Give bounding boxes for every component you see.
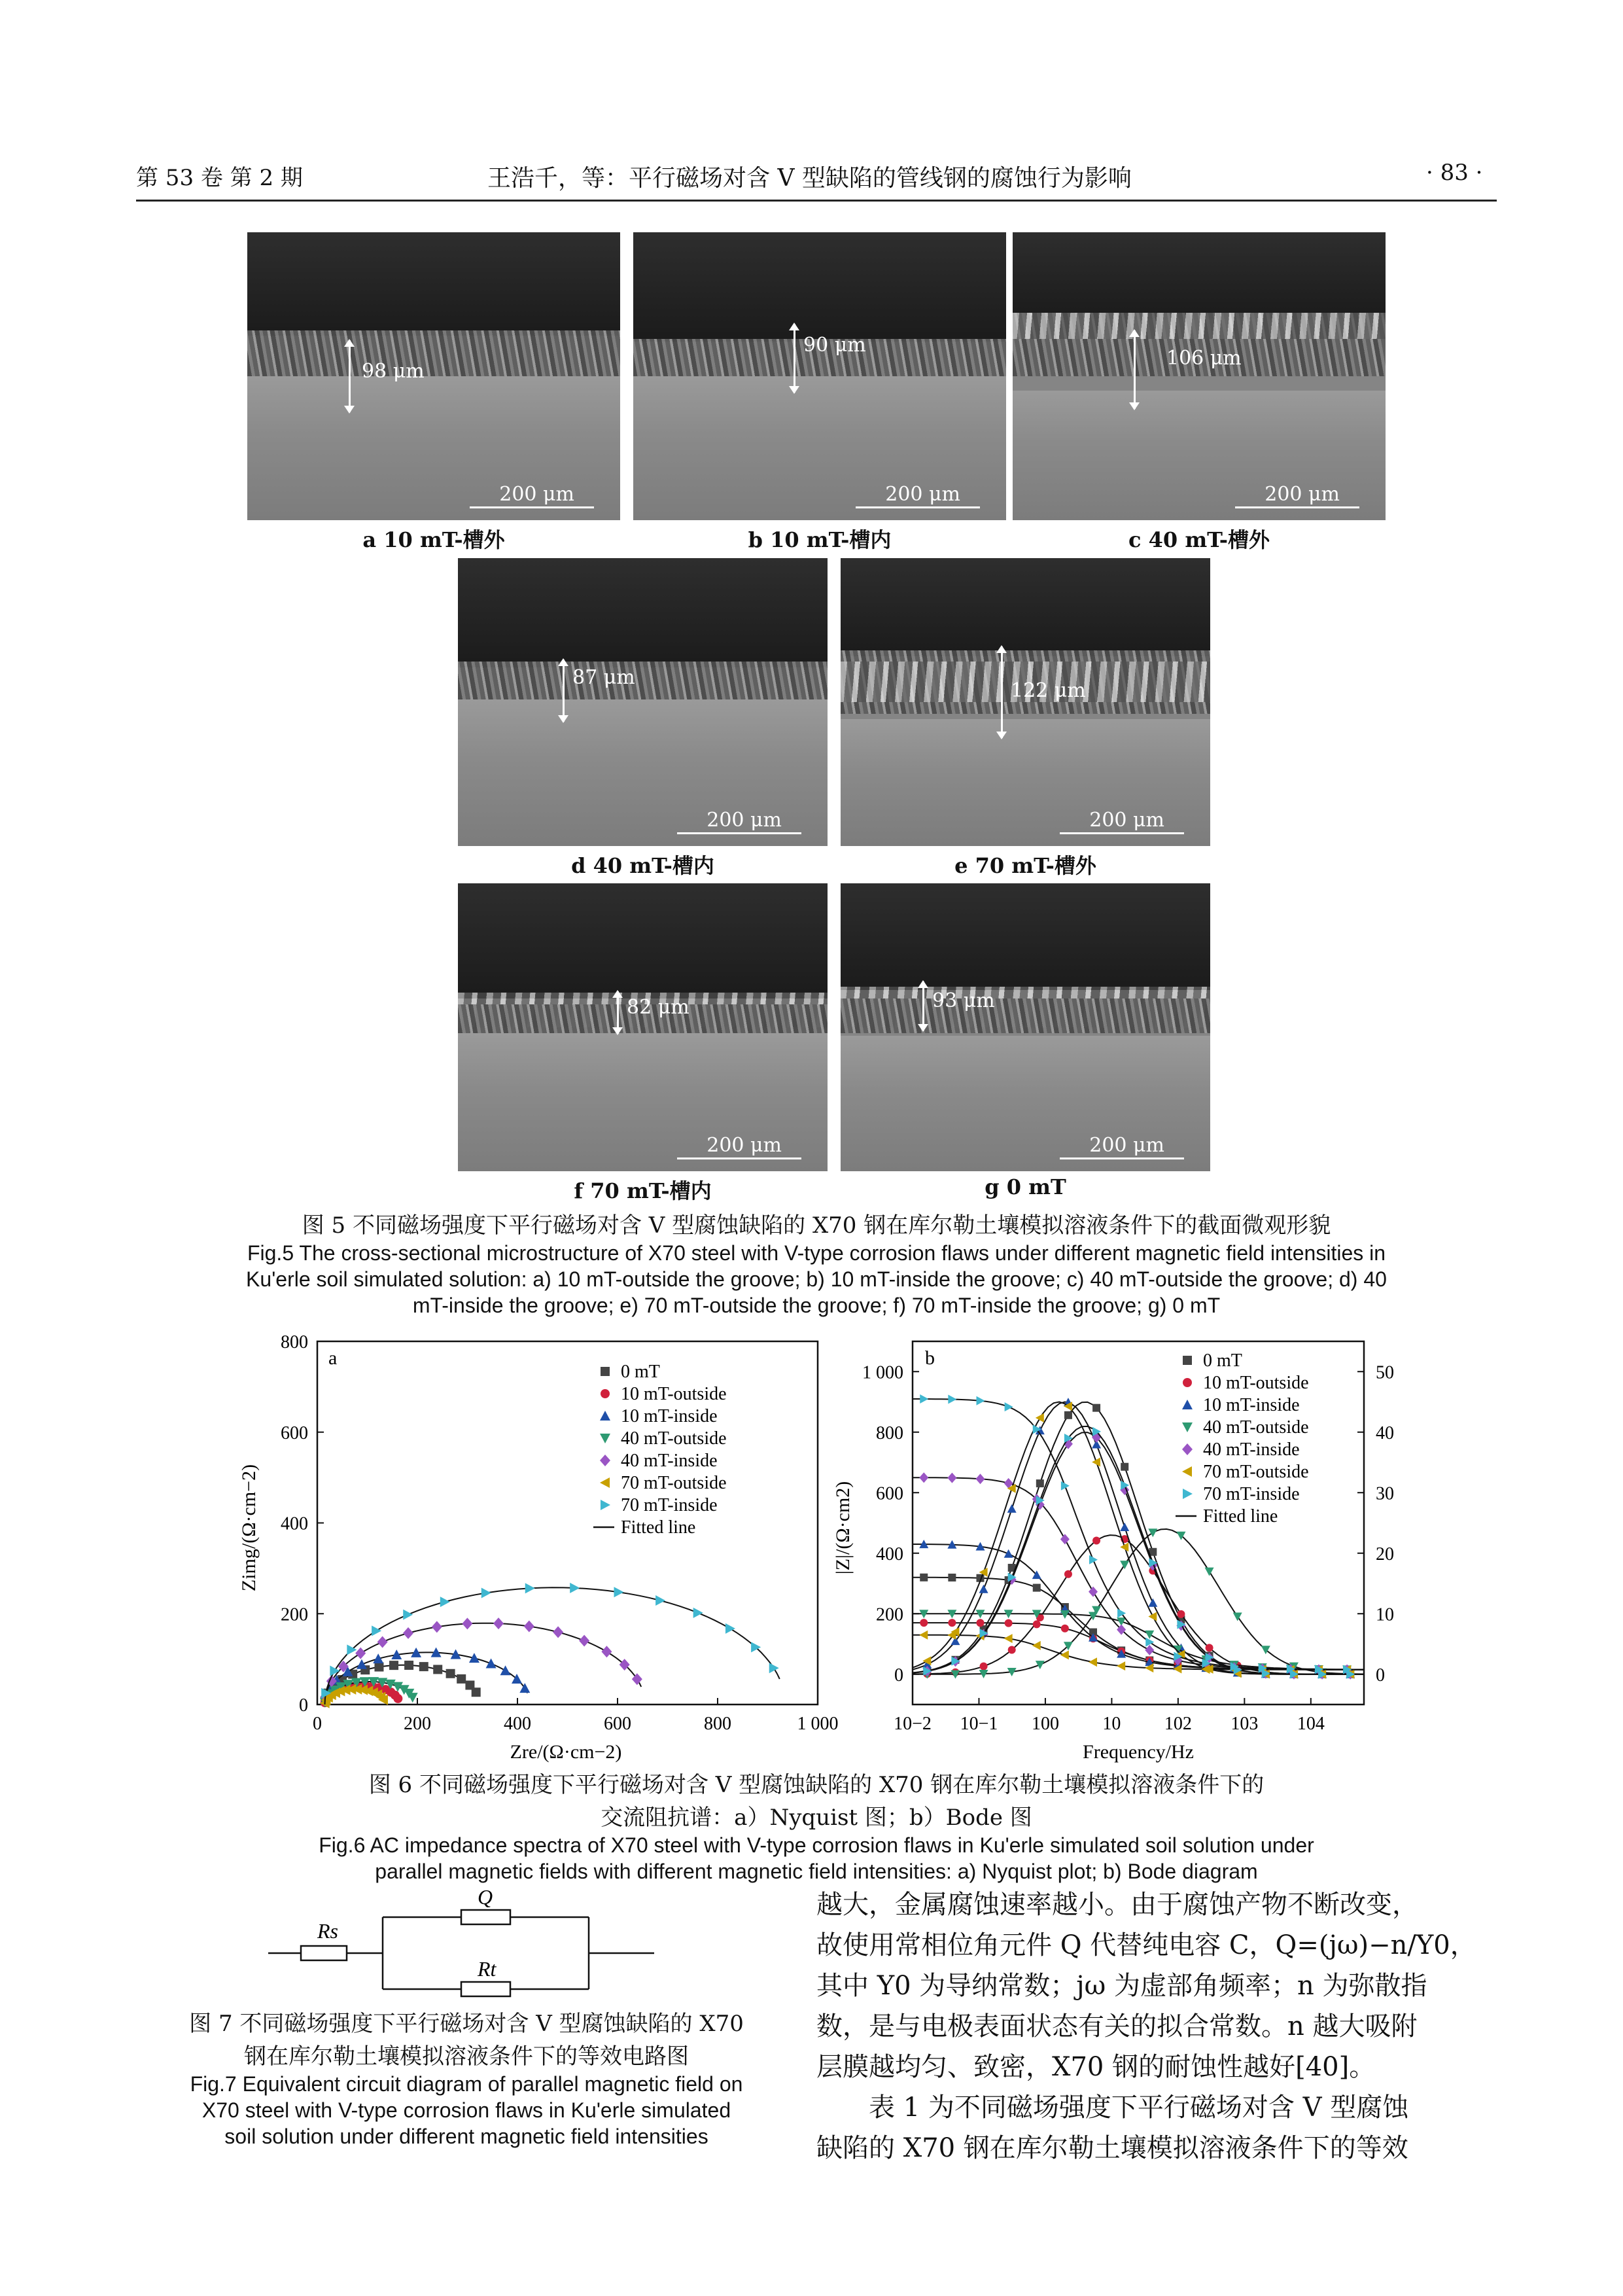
- panel-label-e: e 70 mT-槽外: [954, 853, 1096, 878]
- data-point: [372, 1625, 381, 1636]
- data-point: [1145, 1631, 1154, 1639]
- data-point: [377, 1636, 388, 1648]
- data-point: [472, 1687, 481, 1697]
- data-point: [1182, 1400, 1193, 1409]
- data-point: [600, 1455, 610, 1466]
- data-point: [1233, 1612, 1242, 1621]
- fig5-caption-zh: 图 5 不同磁场强度下平行磁场对含 V 型腐蚀缺陷的 X70 钢在库尔勒土壤模拟溶液条件下的截面微观形貌: [302, 1212, 1331, 1239]
- x-tick-label: 0: [313, 1714, 322, 1734]
- data-point: [1120, 1523, 1129, 1531]
- data-point: [1004, 1634, 1013, 1643]
- data-point: [600, 1477, 610, 1488]
- scale-bar: [677, 832, 801, 834]
- x-tick-label: 200: [404, 1714, 431, 1734]
- micrograph-b: [633, 232, 1006, 520]
- data-point: [1092, 1458, 1100, 1467]
- thickness-label: 90 μm: [803, 334, 866, 357]
- data-point: [579, 1634, 589, 1646]
- data-point: [1121, 1463, 1128, 1471]
- x-tick-label: 400: [504, 1714, 531, 1734]
- micrograph-c: [1013, 232, 1386, 520]
- legend-entry: 40 mT-inside: [621, 1451, 718, 1471]
- data-point: [1033, 1584, 1041, 1592]
- panel-label-a: a: [328, 1347, 338, 1369]
- body-paragraph: [816, 1884, 1497, 2168]
- legend-entry: 40 mT-outside: [621, 1428, 727, 1449]
- data-point: [1092, 1404, 1100, 1412]
- y-tick-label: 0: [894, 1665, 903, 1686]
- fig7-caption-zh-1: 图 7 不同磁场强度下平行磁场对含 V 型腐蚀缺陷的 X70: [189, 2011, 744, 2037]
- y-tick-label: 200: [876, 1604, 903, 1625]
- data-point: [1183, 1356, 1192, 1365]
- data-point: [403, 1610, 413, 1620]
- y-tick-label: 400: [876, 1544, 903, 1564]
- body-line: 数，是与电极表面状态有关的拟合常数。n 越大吸附: [816, 2011, 1418, 2041]
- data-point: [693, 1608, 703, 1618]
- y2-tick-label: 50: [1376, 1362, 1394, 1383]
- legend-entry: 70 mT-outside: [621, 1473, 727, 1493]
- data-point: [614, 1587, 623, 1597]
- y-tick-label: 600: [281, 1422, 308, 1443]
- data-point: [432, 1621, 442, 1633]
- data-point: [601, 1389, 610, 1398]
- micrograph-e: [841, 558, 1210, 846]
- data-point: [601, 1367, 610, 1376]
- data-point: [948, 1395, 956, 1404]
- data-point: [433, 1665, 442, 1674]
- data-point: [457, 1674, 466, 1684]
- panel-label-d: d 40 mT-槽内: [571, 853, 714, 878]
- data-point: [1064, 1570, 1072, 1578]
- x-tick-label: 1 000: [797, 1714, 839, 1734]
- resistor-rs: [301, 1946, 347, 1960]
- resistor-rt: [461, 1982, 510, 1996]
- micrograph-g: [841, 883, 1210, 1171]
- thickness-label: 122 μm: [1011, 679, 1086, 702]
- data-point: [1032, 1641, 1041, 1650]
- panel-label-b: b: [925, 1347, 935, 1369]
- body-line: 其中 Y0 为导纳常数；jω 为虚部角频率；n 为弥散指: [816, 1971, 1427, 2001]
- cpe-q: [461, 1910, 510, 1924]
- scale-bar: [470, 506, 594, 508]
- body-line: 缺陷的 X70 钢在库尔勒土壤模拟溶液条件下的等效: [816, 2133, 1408, 2163]
- scale-bar: [856, 506, 980, 508]
- data-point: [1061, 1625, 1069, 1633]
- data-point: [976, 1474, 985, 1484]
- data-point: [355, 1648, 366, 1659]
- y-tick-label: 0: [299, 1695, 308, 1716]
- data-point: [948, 1574, 956, 1581]
- data-point: [979, 1585, 988, 1593]
- x-tick-label: 102: [1164, 1714, 1192, 1734]
- data-point: [725, 1623, 735, 1634]
- y2-tick-label: 0: [1376, 1665, 1385, 1686]
- scale-bar-label: 200 μm: [1089, 1134, 1164, 1157]
- data-point: [977, 1396, 985, 1405]
- legend-entry: 70 mT-outside: [1203, 1462, 1309, 1482]
- header-rule: [136, 200, 1497, 202]
- data-point: [525, 1583, 535, 1593]
- rs-label: Rs: [317, 1919, 338, 1943]
- data-point: [374, 1663, 383, 1672]
- data-point: [1148, 1612, 1157, 1621]
- x-tick-label: 10: [1102, 1714, 1121, 1734]
- micrograph-a: [247, 232, 620, 520]
- scale-bar-label: 200 μm: [885, 483, 960, 506]
- fig6-caption-zh-2: 交流阻抗谱：a）Nyquist 图；b）Bode 图: [601, 1805, 1032, 1831]
- data-point: [519, 1683, 530, 1693]
- y-tick-label: 600: [876, 1483, 903, 1504]
- legend-entry: 40 mT-inside: [1203, 1439, 1300, 1460]
- legend-entry: 10 mT-inside: [621, 1406, 718, 1426]
- data-point: [600, 1411, 610, 1421]
- scale-bar-label: 200 μm: [1265, 483, 1340, 506]
- fig6-caption-zh-1: 图 6 不同磁场强度下平行磁场对含 V 型腐蚀缺陷的 X70 钢在库尔勒土壤模拟溶液条件下的: [368, 1772, 1265, 1798]
- fitted-line: [325, 1587, 780, 1704]
- series-10-mT-outside: [913, 1535, 1364, 1678]
- scale-bar: [1235, 506, 1359, 508]
- data-point: [500, 1665, 511, 1675]
- panel-label-f: f 70 mT-槽内: [574, 1178, 712, 1203]
- legend-entry: 70 mT-inside: [1203, 1484, 1300, 1504]
- x-tick-label: 103: [1230, 1714, 1259, 1734]
- data-point: [919, 1631, 928, 1640]
- data-point: [919, 1472, 928, 1483]
- x-axis-label: Frequency/Hz: [1083, 1741, 1194, 1763]
- fig6-caption-en-2: parallel magnetic fields with different magnetic field intensities: a) Nyquist plot; b) Bode diagram: [375, 1860, 1258, 1883]
- data-point: [947, 1473, 956, 1483]
- page-number: · 83 ·: [1426, 160, 1483, 186]
- data-point: [920, 1394, 928, 1404]
- data-point: [1089, 1555, 1098, 1564]
- data-point: [1036, 1479, 1044, 1487]
- data-point: [570, 1583, 580, 1593]
- thickness-label: 98 μm: [362, 360, 425, 383]
- scale-bar: [1060, 1157, 1184, 1159]
- data-point: [977, 1619, 985, 1627]
- y-tick-label: 200: [281, 1604, 308, 1625]
- legend-entry: 0 mT: [621, 1362, 660, 1382]
- panel-label-b: b 10 mT-槽内: [748, 527, 892, 552]
- data-point: [1145, 1645, 1154, 1655]
- data-point: [601, 1646, 612, 1657]
- legend-entry: Fitted line: [621, 1517, 696, 1538]
- scale-bar-label: 200 μm: [499, 483, 574, 506]
- thickness-label: 82 μm: [627, 996, 689, 1019]
- body-line: 越大，金属腐蚀速率越小。由于腐蚀产物不断改变，: [816, 1890, 1418, 1920]
- panel-label-g: g 0 mT: [985, 1174, 1066, 1199]
- data-point: [1206, 1644, 1213, 1651]
- data-point: [1036, 1413, 1044, 1422]
- legend-entry: 0 mT: [1203, 1351, 1242, 1371]
- data-point: [1060, 1534, 1070, 1544]
- data-point: [1092, 1536, 1100, 1544]
- data-point: [1036, 1661, 1045, 1669]
- y-tick-label: 1 000: [862, 1362, 903, 1383]
- x-tick-label: 100: [1031, 1714, 1059, 1734]
- x-tick-label: 104: [1297, 1714, 1325, 1734]
- fig5-caption-en-2: Ku'erle soil simulated solution: a) 10 mT-outside the groove; b) 10 mT-inside the groove; c) 40 mT-outside the groove; d) 40: [246, 1267, 1387, 1291]
- data-point: [1033, 1620, 1041, 1628]
- data-point: [1005, 1402, 1013, 1411]
- y2-tick-label: 40: [1376, 1422, 1394, 1443]
- data-point: [393, 1694, 402, 1703]
- micrograph-f: [458, 883, 828, 1171]
- data-point: [1148, 1598, 1157, 1607]
- data-point: [1120, 1561, 1129, 1569]
- data-point: [655, 1595, 665, 1606]
- scale-bar: [1060, 832, 1184, 834]
- x-tick-label: 10−2: [894, 1714, 932, 1734]
- bode-chart: [831, 1332, 1459, 1763]
- x-tick-label: 10−1: [960, 1714, 998, 1734]
- data-point: [486, 1659, 497, 1669]
- fig5-caption-en-1: Fig.5 The cross-sectional microstructure of X70 steel with V-type corrosion flaws under different magnetic field intensities in: [247, 1241, 1386, 1265]
- data-point: [1117, 1661, 1125, 1670]
- x-tick-label: 800: [704, 1714, 731, 1734]
- data-point: [948, 1619, 956, 1627]
- fig5-caption-en-3: mT-inside the groove; e) 70 mT-outside the groove; f) 70 mT-inside the groove; g) 0 mT: [412, 1294, 1221, 1317]
- rt-label: Rt: [478, 1957, 497, 1981]
- volume-issue: 第 53 卷 第 2 期: [136, 165, 303, 191]
- data-point: [1004, 1549, 1013, 1558]
- thickness-label: 93 μm: [932, 989, 995, 1012]
- data-point: [769, 1663, 779, 1673]
- data-point: [462, 1617, 472, 1629]
- y-tick-label: 400: [281, 1513, 308, 1534]
- data-point: [440, 1597, 450, 1607]
- plot-frame: [317, 1341, 818, 1704]
- data-point: [1089, 1587, 1098, 1597]
- equivalent-circuit: [262, 1885, 667, 1996]
- data-point: [1183, 1489, 1193, 1499]
- fitted-line-phase: [913, 1535, 1364, 1674]
- fig7-caption-zh-2: 钢在库尔勒土壤模拟溶液条件下的等效电路图: [244, 2043, 689, 2070]
- data-point: [920, 1619, 928, 1627]
- data-point: [1008, 1646, 1016, 1653]
- scale-bar: [677, 1157, 801, 1159]
- data-point: [1177, 1610, 1185, 1618]
- data-point: [446, 1669, 455, 1678]
- y2-tick-label: 30: [1376, 1483, 1394, 1504]
- data-point: [1148, 1528, 1157, 1537]
- y-tick-label: 800: [281, 1332, 308, 1352]
- panel-label-c: c 40 mT-槽外: [1128, 527, 1270, 552]
- x-tick-label: 600: [604, 1714, 631, 1734]
- legend-entry: 40 mT-outside: [1203, 1417, 1309, 1438]
- data-point: [524, 1621, 534, 1633]
- data-point: [920, 1574, 928, 1581]
- data-point: [1182, 1466, 1192, 1477]
- panel-label-a: a 10 mT-槽外: [362, 527, 505, 552]
- legend-entry: 10 mT-outside: [1203, 1373, 1309, 1393]
- data-point: [389, 1661, 398, 1670]
- data-point: [601, 1500, 610, 1510]
- data-point: [553, 1626, 563, 1638]
- data-point: [1089, 1657, 1097, 1667]
- series-10-mT-inside: [320, 1648, 530, 1704]
- data-point: [1120, 1542, 1128, 1551]
- data-point: [980, 1663, 988, 1670]
- data-point: [481, 1588, 491, 1598]
- thickness-label: 106 μm: [1166, 347, 1242, 370]
- scale-bar-label: 200 μm: [707, 1134, 782, 1157]
- legend-entry: Fitted line: [1203, 1506, 1278, 1527]
- data-point: [1183, 1378, 1192, 1387]
- fitted-line-modulus: [913, 1544, 1364, 1670]
- body-line: 表 1 为不同磁场强度下平行磁场对含 V 型腐蚀: [869, 2093, 1409, 2123]
- fig7-caption-en-1: Fig.7 Equivalent circuit diagram of parallel magnetic field on: [190, 2072, 743, 2096]
- micrograph-d: [458, 558, 828, 846]
- fig6-caption-en-1: Fig.6 AC impedance spectra of X70 steel with V-type corrosion flaws in Ku'erle simulated soil solution under: [319, 1833, 1314, 1857]
- data-point: [330, 1666, 340, 1676]
- scale-bar-label: 200 μm: [1089, 809, 1164, 832]
- y2-tick-label: 10: [1376, 1604, 1394, 1625]
- body-line: 层膜越均匀、致密，X70 钢的耐蚀性越好[40]。: [816, 2052, 1376, 2082]
- y-axis-label: Zimg/(Ω·cm−2): [238, 1464, 260, 1592]
- y-axis-label: |Z|/(Ω·cm2): [832, 1481, 854, 1575]
- fig7-caption-en-2: X70 steel with V-type corrosion flaws in Ku'erle simulated: [201, 2098, 731, 2122]
- data-point: [404, 1661, 413, 1670]
- fig7-caption-en-3: soil solution under different magnetic field intensities: [224, 2125, 708, 2148]
- data-point: [493, 1617, 504, 1629]
- thickness-label: 87 μm: [572, 666, 635, 689]
- running-title: 王浩千，等：平行磁场对含 V 型缺陷的管线钢的腐蚀行为影响: [487, 165, 1132, 192]
- legend-entry: 10 mT-outside: [621, 1384, 727, 1404]
- legend-entry: 10 mT-inside: [1203, 1395, 1300, 1415]
- scale-bar-label: 200 μm: [707, 809, 782, 832]
- data-point: [1205, 1568, 1214, 1576]
- data-point: [1117, 1609, 1126, 1618]
- data-point: [403, 1627, 413, 1639]
- nyquist-chart: [236, 1332, 839, 1763]
- data-point: [357, 1659, 367, 1669]
- data-point: [1061, 1481, 1070, 1491]
- data-point: [1182, 1443, 1193, 1455]
- data-point: [1182, 1422, 1193, 1432]
- data-point: [1005, 1619, 1013, 1627]
- body-line: 故使用常相位角元件 Q 代替纯电容 C，Q=(jω)−n/Y0，: [816, 1930, 1476, 1960]
- data-point: [600, 1434, 610, 1443]
- x-axis-label: Zre/(Ω·cm−2): [510, 1741, 622, 1763]
- q-label: Q: [478, 1885, 493, 1909]
- data-point: [1007, 1504, 1017, 1513]
- legend-entry: 70 mT-inside: [621, 1495, 718, 1515]
- data-point: [1064, 1411, 1072, 1419]
- y2-tick-label: 20: [1376, 1544, 1394, 1564]
- data-point: [419, 1662, 428, 1671]
- y-tick-label: 800: [876, 1422, 903, 1443]
